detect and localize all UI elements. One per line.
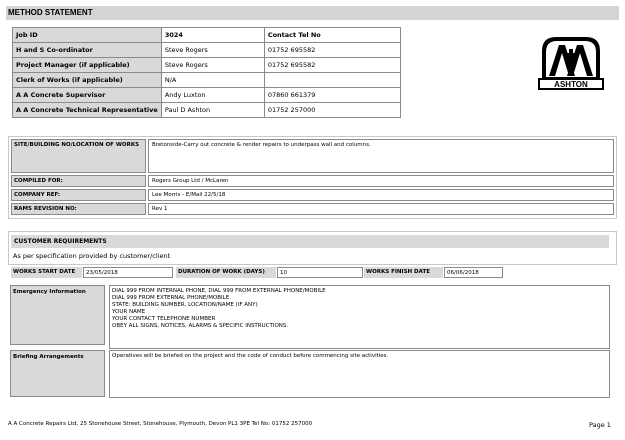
customer-requirements-title: CUSTOMER REQUIREMENTS (11, 235, 609, 248)
contact-role: Clerk of Works (if applicable) (13, 73, 162, 88)
footer-address: A A Concrete Repairs Ltd, 25 Stonehouse Street, Stonehouse, Plymouth, Devon PL1 3PE Tel No: 01752 257000 (8, 421, 313, 427)
briefing-label: Briefing Arrangements (10, 350, 105, 397)
site-location-label: SITE/BUILDING NO/LOCATION OF WORKS (11, 139, 146, 173)
compiled-for-value: Rogers Group Ltd / McLaren (148, 175, 614, 187)
compiled-for-label: COMPILED FOR: (11, 175, 146, 187)
contact-name: Andy Luxton (161, 88, 264, 103)
works-start-value: 23/05/2018 (83, 267, 173, 278)
contact-role: H and S Co-ordinator (13, 43, 162, 58)
emergency-line: DIAL 999 FROM EXTERNAL PHONE/MOBILE. (112, 295, 231, 301)
contact-role: A A Concrete Supervisor (13, 88, 162, 103)
duration-value: 10 (277, 267, 363, 278)
page-number: Page 1 (589, 421, 611, 429)
emergency-line: STATE: BUILDING NUMBER, LOCATION/NAME (IF ANY) (112, 302, 258, 308)
emergency-info-label: Emergency Information (10, 285, 105, 345)
site-location-value: Bretonside-Carry out concrete & render repairs to underpass wall and columns. (148, 139, 614, 173)
job-id-value: 3024 (161, 28, 264, 43)
company-ref-label: COMPANY REF: (11, 189, 146, 201)
works-start-label: WORKS START DATE (11, 267, 82, 278)
phone-column-header: Contact Tel No (264, 28, 400, 43)
contact-role: Project Manager (if applicable) (13, 58, 162, 73)
rams-revision-label: RAMS REVISION NO: (11, 203, 146, 215)
contact-phone: 01752 257000 (264, 103, 400, 118)
contact-phone: 01752 695582 (264, 43, 400, 58)
table-row (13, 73, 401, 88)
table-row (13, 43, 401, 58)
contact-name: Steve Rogers (161, 58, 264, 73)
rams-revision-value: Rev 1 (148, 203, 614, 215)
table-row (13, 58, 401, 73)
contact-phone: 01752 695582 (264, 58, 400, 73)
emergency-line: DIAL 999 FROM INTERNAL PHONE, DIAL 999 FROM EXTERNAL PHONE/MOBILE (112, 288, 326, 294)
page-title: METHOD STATEMENT (6, 6, 619, 20)
emergency-info-value (109, 285, 610, 349)
table-row (13, 88, 401, 103)
works-finish-label: WORKS FINISH DATE (364, 267, 443, 278)
emergency-line: YOUR CONTACT TELEPHONE NUMBER (112, 316, 216, 322)
duration-label: DURATION OF WORK (DAYS) (176, 267, 276, 278)
customer-requirements-text: As per specification provided by customer/client (13, 252, 171, 260)
company-ref-value: Lee Morris - E/Mail 22/5/18 (148, 189, 614, 201)
contact-name: Steve Rogers (161, 43, 264, 58)
ashton-logo (536, 33, 606, 91)
table-row (13, 28, 401, 43)
emergency-line: YOUR NAME (112, 309, 146, 315)
emergency-line: OBEY ALL SIGNS, NOTICES, ALARMS & SPECIFIC INSTRUCTIONS. (112, 323, 289, 329)
contact-phone: 07860 661379 (264, 88, 400, 103)
table-row (13, 103, 401, 118)
contact-phone (264, 73, 400, 88)
contact-name: N/A (161, 73, 264, 88)
job-id-label: Job ID (13, 28, 162, 43)
logo-text: ASHTON (554, 80, 588, 89)
briefing-value: Operatives will be briefed on the project and the code of conduct before commencing site activities. (109, 350, 610, 398)
works-finish-value: 06/06/2018 (444, 267, 503, 278)
contact-name: Paul D Ashton (161, 103, 264, 118)
contact-role: A A Concrete Technical Representative (13, 103, 162, 118)
contacts-table (12, 27, 401, 118)
